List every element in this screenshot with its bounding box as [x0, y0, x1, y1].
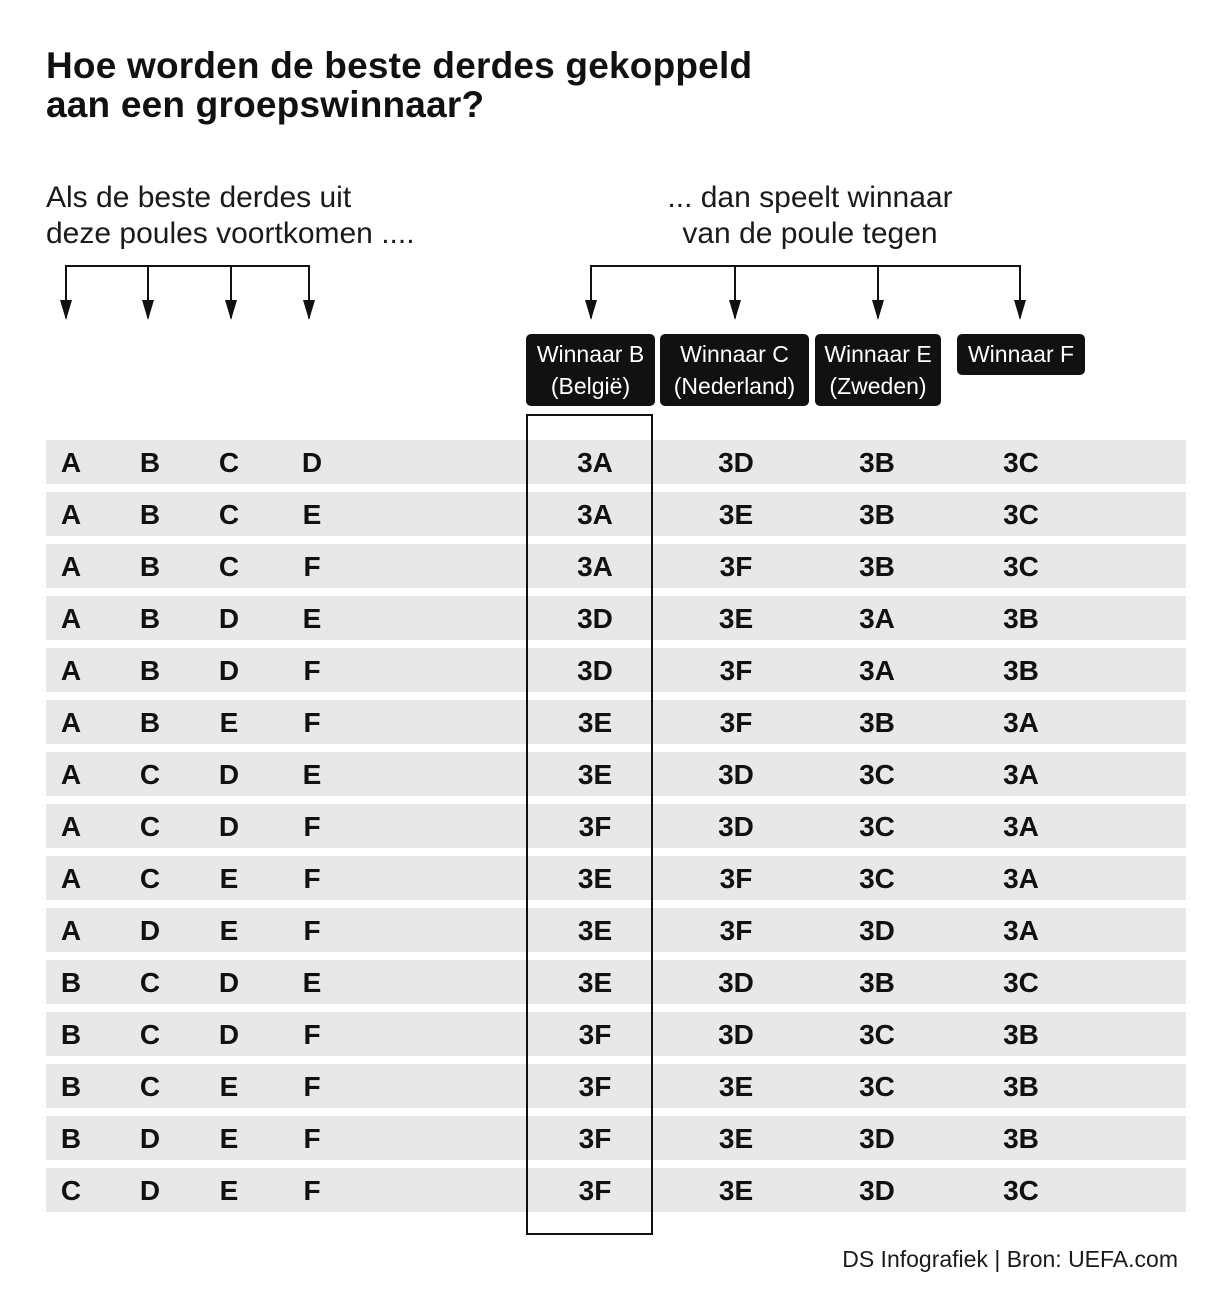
group-cell: A: [60, 551, 82, 582]
opponent-cell: 3A: [1003, 811, 1039, 842]
group-cell: A: [60, 863, 82, 894]
group-cell: B: [139, 499, 161, 530]
opponent-cell: 3E: [577, 915, 613, 946]
group-cell: A: [60, 655, 82, 686]
opponent-cell: 3B: [859, 499, 895, 530]
group-cell: A: [60, 915, 82, 946]
opponent-cell: 3C: [1003, 447, 1039, 478]
group-cell: C: [60, 1175, 82, 1206]
opponent-cell: 3D: [718, 967, 754, 998]
opponent-cell: 3A: [577, 447, 613, 478]
opponent-cell: 3F: [578, 811, 612, 842]
group-cell: C: [218, 499, 240, 530]
opponent-cell: 3E: [718, 603, 754, 634]
group-cell: C: [139, 1071, 161, 1102]
opponent-cell: 3A: [1003, 915, 1039, 946]
opponent-cell: 3E: [577, 707, 613, 738]
header-winnaar-e: [815, 334, 941, 406]
opponent-cell: 3E: [577, 759, 613, 790]
opponent-cell: 3D: [859, 1123, 895, 1154]
opponent-cell: 3A: [577, 499, 613, 530]
header-label: Winnaar E: [824, 341, 932, 367]
group-cell: E: [302, 967, 322, 998]
opponent-cell: 3B: [859, 967, 895, 998]
group-cell: B: [60, 1123, 82, 1154]
group-cell: D: [139, 1175, 161, 1206]
group-cell: D: [218, 603, 240, 634]
group-cell: A: [60, 447, 82, 478]
opponent-cell: 3E: [718, 1175, 754, 1206]
belgium-column-highlight: [526, 414, 653, 1235]
opponent-cell: 3D: [718, 1019, 754, 1050]
group-cell: D: [218, 655, 240, 686]
header-winnaar-f: [957, 334, 1085, 375]
header-label: Winnaar F: [967, 341, 1075, 367]
group-cell: C: [218, 551, 240, 582]
group-cell: C: [139, 759, 161, 790]
group-cell: F: [303, 655, 321, 686]
opponent-cell: 3E: [718, 1071, 754, 1102]
opponent-cell: 3F: [578, 1071, 612, 1102]
group-cell: B: [139, 707, 161, 738]
group-cell: A: [60, 811, 82, 842]
group-cell: E: [219, 863, 239, 894]
group-cell: A: [60, 759, 82, 790]
opponent-cell: 3D: [577, 603, 613, 634]
source-credit: DS Infografiek | Bron: UEFA.com: [842, 1246, 1178, 1272]
group-cell: A: [60, 603, 82, 634]
title-line-1: Hoe worden de beste derdes gekoppeld: [46, 45, 753, 86]
opponent-cell: 3B: [859, 707, 895, 738]
group-cell: E: [302, 759, 322, 790]
opponent-cell: 3D: [718, 759, 754, 790]
opponent-cell: 3C: [1003, 551, 1039, 582]
group-cell: F: [303, 551, 321, 582]
header-country: (Nederland): [673, 373, 796, 399]
group-cell: C: [139, 967, 161, 998]
opponent-cell: 3D: [718, 811, 754, 842]
opponent-cell: 3C: [1003, 967, 1039, 998]
opponent-cell: 3B: [859, 447, 895, 478]
opponent-cell: 3F: [719, 863, 753, 894]
group-cell: C: [139, 811, 161, 842]
intro-left-line-1: Als de beste derdes uit: [46, 181, 352, 214]
opponent-cell: 3B: [1003, 655, 1039, 686]
group-cell: E: [219, 915, 239, 946]
opponent-cell: 3B: [1003, 1123, 1039, 1154]
group-cell: B: [139, 447, 161, 478]
group-cell: B: [60, 967, 82, 998]
group-cell: E: [219, 1123, 239, 1154]
group-cell: F: [303, 915, 321, 946]
arrowhead-left-4: [303, 300, 315, 320]
opponent-cell: 3B: [1003, 603, 1039, 634]
intro-right-line-2: van de poule tegen: [682, 217, 938, 250]
opponent-cell: 3E: [577, 967, 613, 998]
opponent-cell: 3C: [859, 863, 895, 894]
group-cell: A: [60, 499, 82, 530]
opponent-cell: 3D: [859, 915, 895, 946]
group-cell: F: [303, 1175, 321, 1206]
opponent-cell: 3F: [719, 655, 753, 686]
group-cell: C: [139, 1019, 161, 1050]
opponent-cell: 3A: [1003, 863, 1039, 894]
group-cell: E: [219, 707, 239, 738]
group-cell: D: [218, 967, 240, 998]
opponent-cell: 3D: [577, 655, 613, 686]
header-winnaar-c: [660, 334, 809, 406]
arrowhead-left-3: [225, 300, 237, 320]
header-winnaar-b: [526, 334, 655, 406]
opponent-cell: 3A: [859, 655, 895, 686]
opponent-cell: 3E: [577, 863, 613, 894]
opponent-cell: 3C: [859, 1019, 895, 1050]
opponent-cell: 3E: [718, 499, 754, 530]
opponent-cell: 3F: [578, 1019, 612, 1050]
arrowhead-right-3: [872, 300, 884, 320]
intro-right-line-1: ... dan speelt winnaar: [667, 181, 953, 214]
opponent-cell: 3C: [1003, 1175, 1039, 1206]
opponent-cell: 3C: [859, 811, 895, 842]
opponent-cell: 3A: [1003, 707, 1039, 738]
opponent-cell: 3C: [859, 759, 895, 790]
group-cell: D: [218, 759, 240, 790]
group-cell: C: [139, 863, 161, 894]
arrowhead-right-1: [585, 300, 597, 320]
group-cell: C: [218, 447, 240, 478]
opponent-cell: 3A: [577, 551, 613, 582]
header-label: Winnaar C: [680, 341, 789, 367]
group-cell: E: [219, 1175, 239, 1206]
group-cell: B: [60, 1019, 82, 1050]
right-bracket: [591, 266, 1020, 318]
group-cell: B: [139, 655, 161, 686]
opponent-cell: 3F: [578, 1175, 612, 1206]
group-cell: D: [301, 447, 323, 478]
group-cell: D: [218, 1019, 240, 1050]
title-line-2: aan een groepswinnaar?: [46, 84, 485, 125]
opponent-cell: 3F: [578, 1123, 612, 1154]
opponent-cell: 3C: [859, 1071, 895, 1102]
opponent-cell: 3F: [719, 707, 753, 738]
opponent-cell: 3F: [719, 551, 753, 582]
group-cell: D: [218, 811, 240, 842]
arrowhead-left-2: [142, 300, 154, 320]
group-cell: B: [139, 551, 161, 582]
group-cell: F: [303, 707, 321, 738]
opponent-cell: 3A: [1003, 759, 1039, 790]
opponent-cell: 3D: [859, 1175, 895, 1206]
left-bracket: [66, 266, 309, 318]
opponent-cell: 3F: [719, 915, 753, 946]
header-country: (België): [550, 373, 631, 399]
group-cell: F: [303, 1123, 321, 1154]
opponent-cell: 3B: [1003, 1071, 1039, 1102]
group-cell: E: [302, 603, 322, 634]
group-cell: B: [139, 603, 161, 634]
group-cell: F: [303, 863, 321, 894]
group-cell: D: [139, 915, 161, 946]
arrowhead-right-4: [1014, 300, 1026, 320]
intro-left-line-2: deze poules voortkomen ....: [46, 217, 415, 250]
arrowhead-right-2: [729, 300, 741, 320]
right-arrowheads: [585, 300, 1026, 320]
header-label: Winnaar B: [536, 341, 645, 367]
group-cell: F: [303, 1019, 321, 1050]
group-cell: E: [219, 1071, 239, 1102]
opponent-cell: 3C: [1003, 499, 1039, 530]
opponent-cell: 3A: [859, 603, 895, 634]
group-cell: F: [303, 1071, 321, 1102]
header-country: (Zweden): [829, 373, 927, 399]
group-cell: F: [303, 811, 321, 842]
opponent-cell: 3B: [859, 551, 895, 582]
opponent-cell: 3E: [718, 1123, 754, 1154]
group-cell: A: [60, 707, 82, 738]
group-cell: E: [302, 499, 322, 530]
arrowhead-left-1: [60, 300, 72, 320]
left-arrowheads: [60, 300, 315, 320]
group-cell: B: [60, 1071, 82, 1102]
opponent-cell: 3B: [1003, 1019, 1039, 1050]
group-cell: D: [139, 1123, 161, 1154]
opponent-cell: 3D: [718, 447, 754, 478]
